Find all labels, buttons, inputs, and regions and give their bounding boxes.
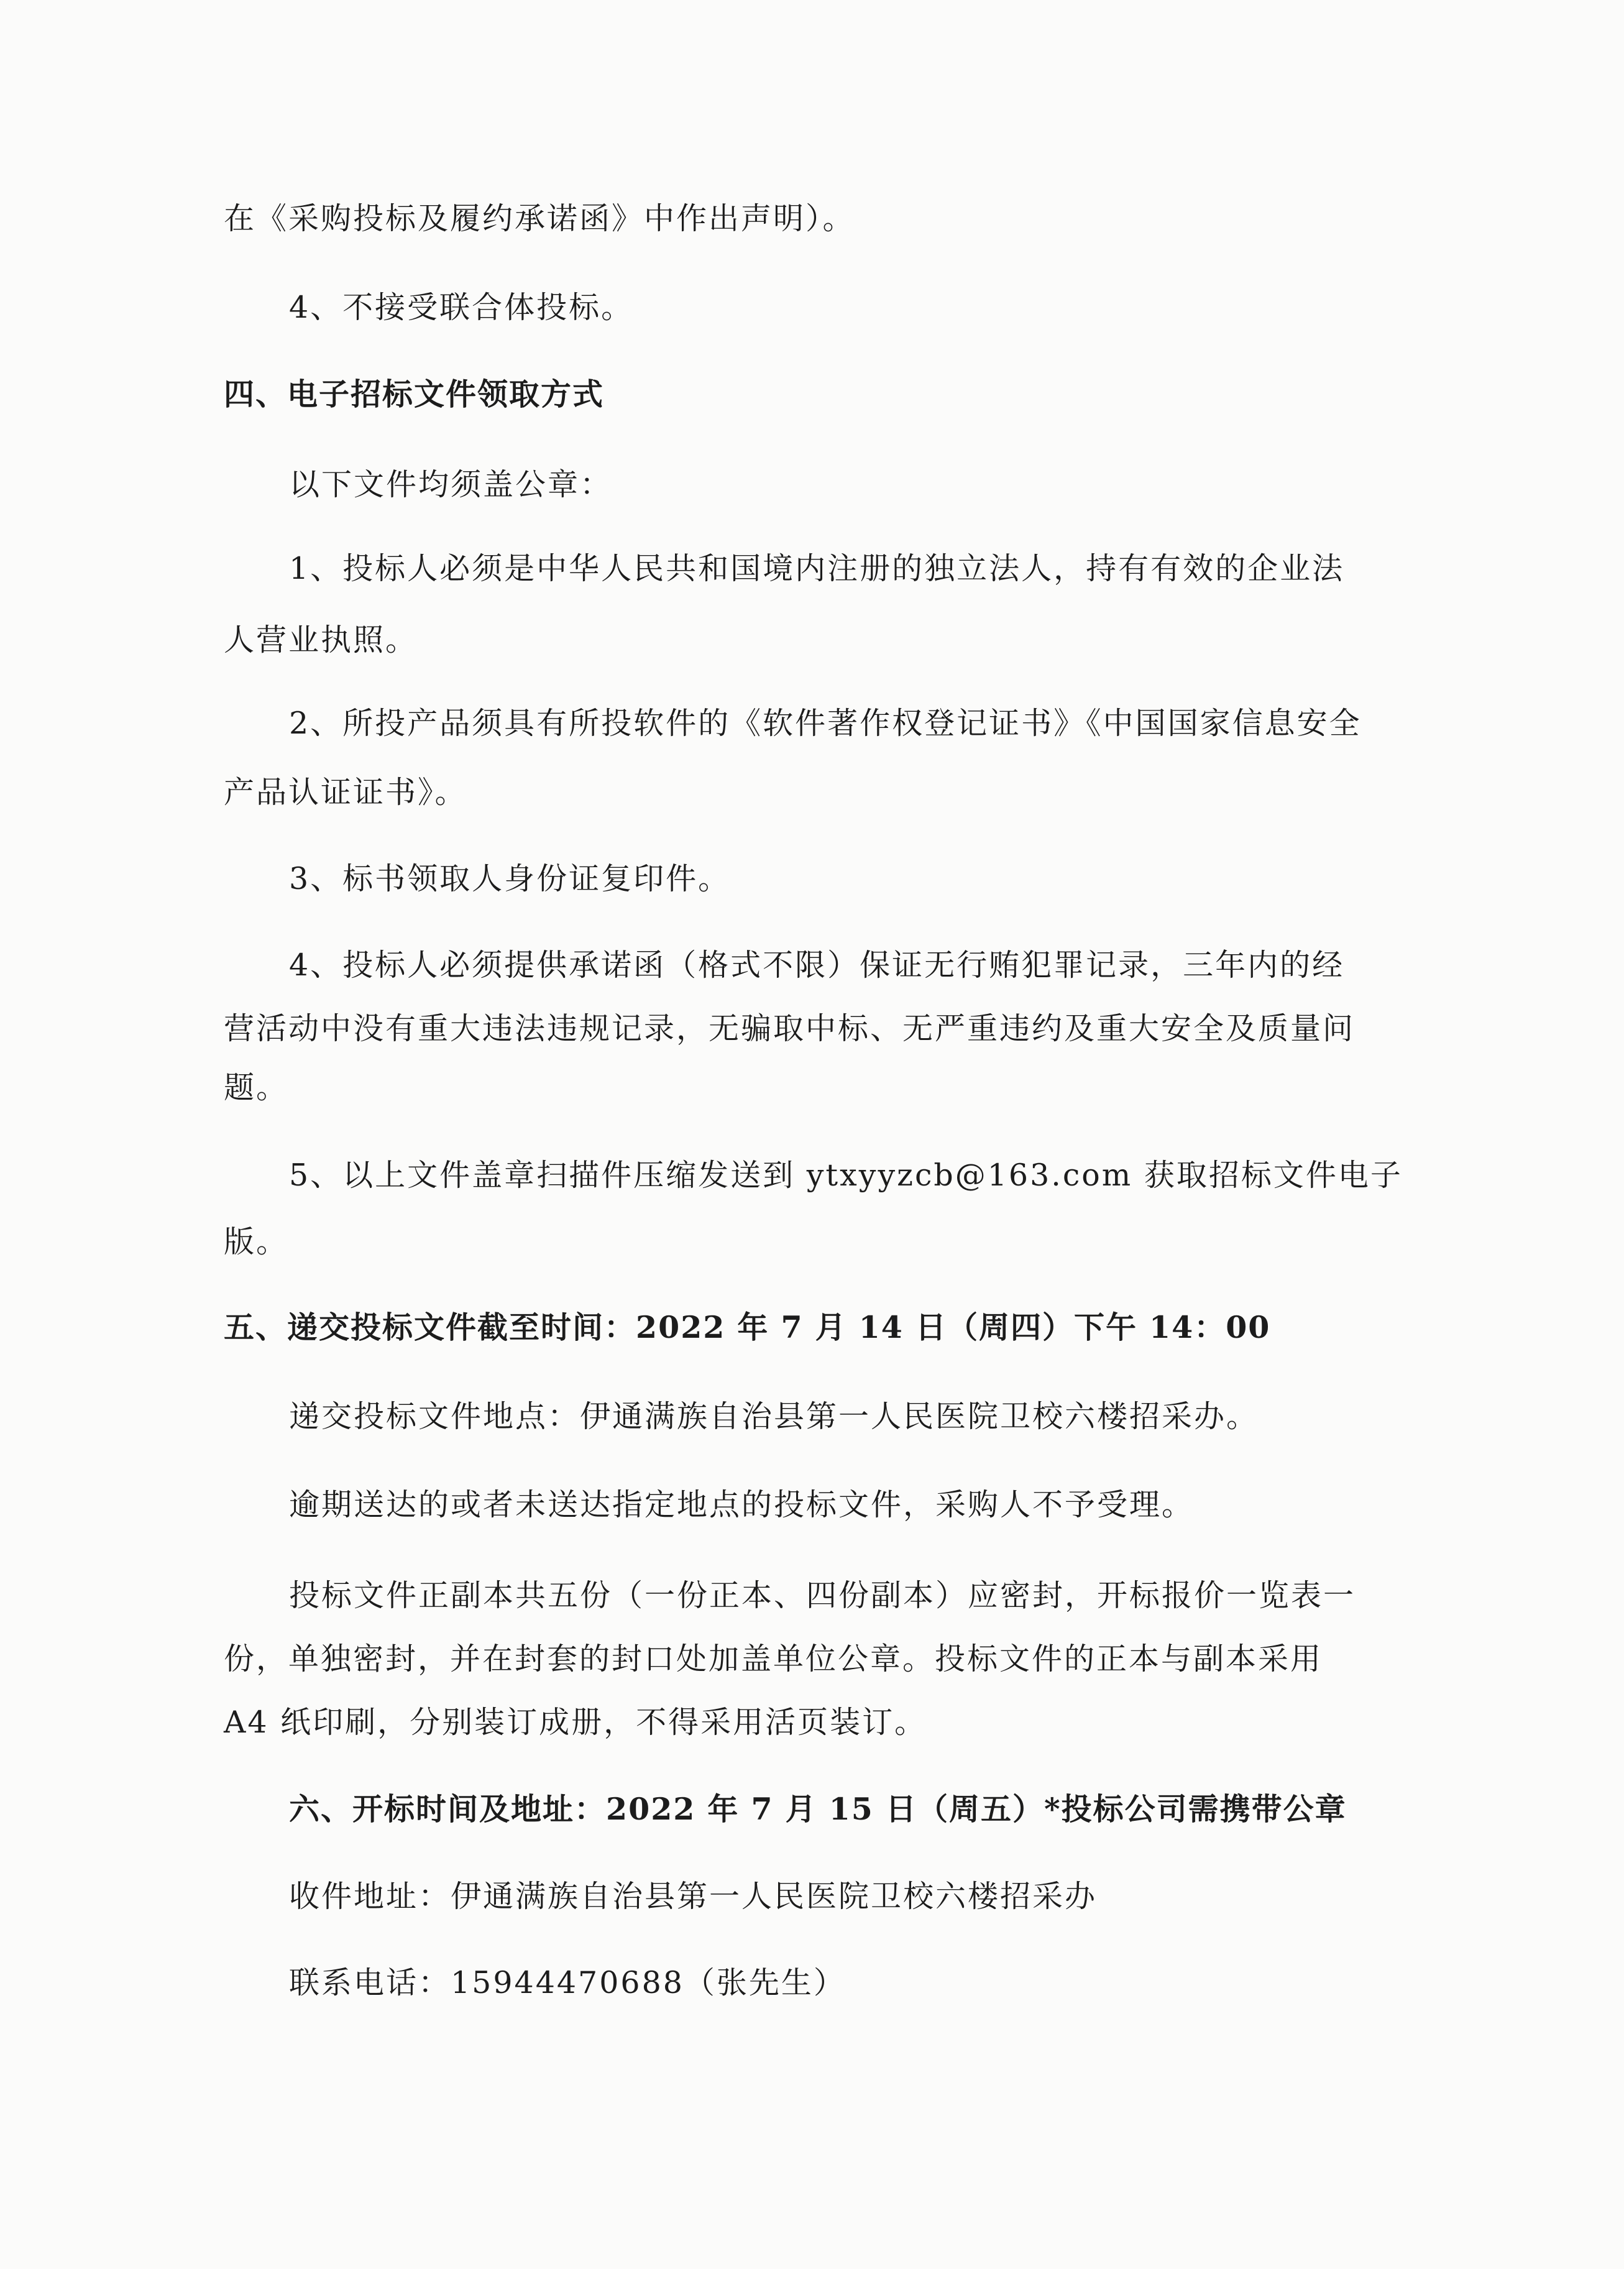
paragraph-line: 产品认证证书》。 (224, 775, 467, 810)
paragraph-line: 4、不接受联合体投标。 (289, 290, 634, 325)
paragraph-line: 投标文件正副本共五份（一份正本、四份副本）应密封，开标报价一览表一 (289, 1578, 1356, 1613)
paragraph-line: 1、投标人必须是中华人民共和国境内注册的独立法人，持有有效的企业法 (289, 551, 1345, 586)
section-heading: 五、递交投标文件截至时间：2022 年 7 月 14 日（周四）下午 14：00 (224, 1309, 1271, 1345)
paragraph-line: 递交投标文件地点：伊通满族自治县第一人民医院卫校六楼招采办。 (289, 1399, 1259, 1434)
section-heading: 六、开标时间及地址：2022 年 7 月 15 日（周五）*投标公司需携带公章 (289, 1791, 1347, 1827)
paragraph-line: 题。 (224, 1070, 289, 1105)
paragraph-line: 3、标书领取人身份证复印件。 (289, 861, 731, 896)
paragraph-line: 2、所投产品须具有所投软件的《软件著作权登记证书》《中国国家信息安全 (289, 706, 1362, 741)
paragraph-line: 在《采购投标及履约承诺函》中作出声明）。 (224, 201, 855, 236)
paragraph-line: 营活动中没有重大违法违规记录，无骗取中标、无严重违约及重大安全及质量问 (224, 1011, 1356, 1046)
paragraph-line: A4 纸印刷，分别装订成册，不得采用活页装订。 (224, 1705, 927, 1740)
paragraph-line: 人营业执照。 (224, 622, 418, 658)
paragraph-line: 4、投标人必须提供承诺函（格式不限）保证无行贿犯罪记录，三年内的经 (289, 947, 1345, 983)
paragraph-line: 版。 (224, 1224, 289, 1259)
paragraph-line: 收件地址：伊通满族自治县第一人民医院卫校六楼招采办 (289, 1879, 1098, 1914)
paragraph-line: 联系电话：15944470688（张先生） (289, 1965, 846, 2000)
paragraph-line: 逾期送达的或者未送达指定地点的投标文件，采购人不予受理。 (289, 1487, 1195, 1522)
paragraph-line: 以下文件均须盖公章： (289, 467, 613, 502)
paragraph-line: 份，单独密封，并在封套的封口处加盖单位公章。投标文件的正本与副本采用 (224, 1641, 1323, 1677)
paragraph-line: 5、以上文件盖章扫描件压缩发送到 ytxyyzcb@163.com 获取招标文件电子 (289, 1158, 1403, 1193)
section-heading: 四、电子招标文件领取方式 (224, 376, 605, 412)
